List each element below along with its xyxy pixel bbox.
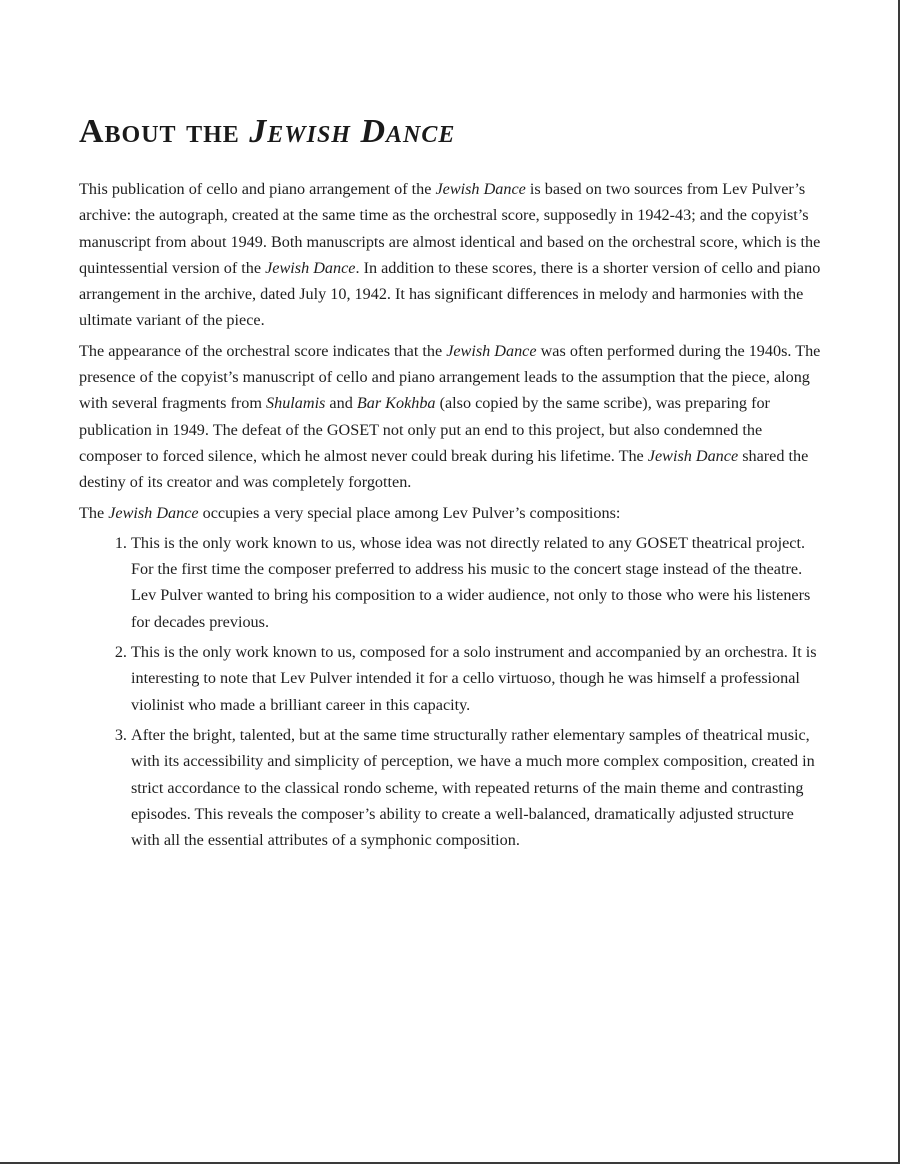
text-segment-italic: Bar Kokhba [356, 394, 436, 413]
list-item: 1. This is the only work known to us, whose idea was not directly related to any GOSET theatrical project. For the first time the composer preferred to address his music to the concert stage instead of the theatre. Lev Pulver wanted to bring his composition to a wider audience, not only to those who were his listeners for decades previous. [131, 530, 824, 635]
text-segment: This publication of cello and piano arrangement of the [79, 180, 436, 198]
paragraph-intro-list [79, 500, 824, 526]
paragraph-sources [79, 176, 824, 334]
list-item: 3. After the bright, talented, but at the same time structurally rather elementary samples of theatrical music, with its accessibility and simplicity of perception, we have a much more complex composition, created in strict accordance to the classical rondo scheme, with repeated returns of the main theme and contrasting episodes. This reveals the composer’s ability to create a well-balanced, dramatically adjusted structure with all the essential attributes of a symphonic composition. [131, 722, 824, 853]
text-segment-italic: Jewish Dance [108, 503, 199, 522]
list-item: 2. This is the only work known to us, composed for a solo instrument and accompanied by an orchestra. It is interesting to note that Lev Pulver intended it for a cello virtuoso, though he was himself a professional violinist who made a brilliant career in this capacity. [131, 639, 824, 718]
section-heading [79, 112, 824, 152]
text-segment: . In addition to these scores, there is a shorter version of cello and piano arrangement in the archive, dated July 10, 1942. It has significant differences in melody and harmonies with the ultimate variant of the piece. [79, 258, 821, 330]
text-segment-italic: Jewish Dance [435, 180, 526, 198]
document-body [79, 112, 824, 857]
text-segment: and [325, 394, 357, 413]
heading-prefix: About the [79, 113, 250, 150]
text-segment-italic: Shulamis [266, 394, 326, 413]
text-segment-italic: Jewish Dance [647, 446, 739, 465]
text-segment: is based on two sources from Lev Pulver’s archive: the autograph, created at the same time as the orchestral score, supposedly in 1942-43; and the copyist’s manuscript from about 1949. Both manuscripts are almost identical and based on the orchestral score, which is the quintessential version of the [79, 180, 821, 277]
text-segment: shared the destiny of its creator and was completely forgotten. [79, 446, 809, 492]
text-segment-italic: Jewish Dance [446, 341, 537, 360]
text-segment-italic: Jewish Dance [265, 258, 356, 277]
paragraph-history [79, 338, 824, 496]
text-segment: (also copied by the same scribe), was preparing for publication in 1949. The defeat of the GOSET not only put an end to this project, but also condemned the composer to forced silence, which he almost never could break during his lifetime. The [79, 394, 770, 465]
heading-title-italic: Jewish Dance [249, 113, 456, 150]
text-segment: The [79, 503, 109, 522]
numbered-list [79, 530, 824, 854]
text-segment: occupies a very special place among Lev Pulver’s compositions: [198, 503, 621, 522]
text-segment: The appearance of the orchestral score indicates that the [79, 341, 447, 360]
text-segment: was often performed during the 1940s. The presence of the copyist’s manuscript of cello and piano arrangement leads to the assumption that the piece, along with several fragments from [79, 341, 821, 413]
